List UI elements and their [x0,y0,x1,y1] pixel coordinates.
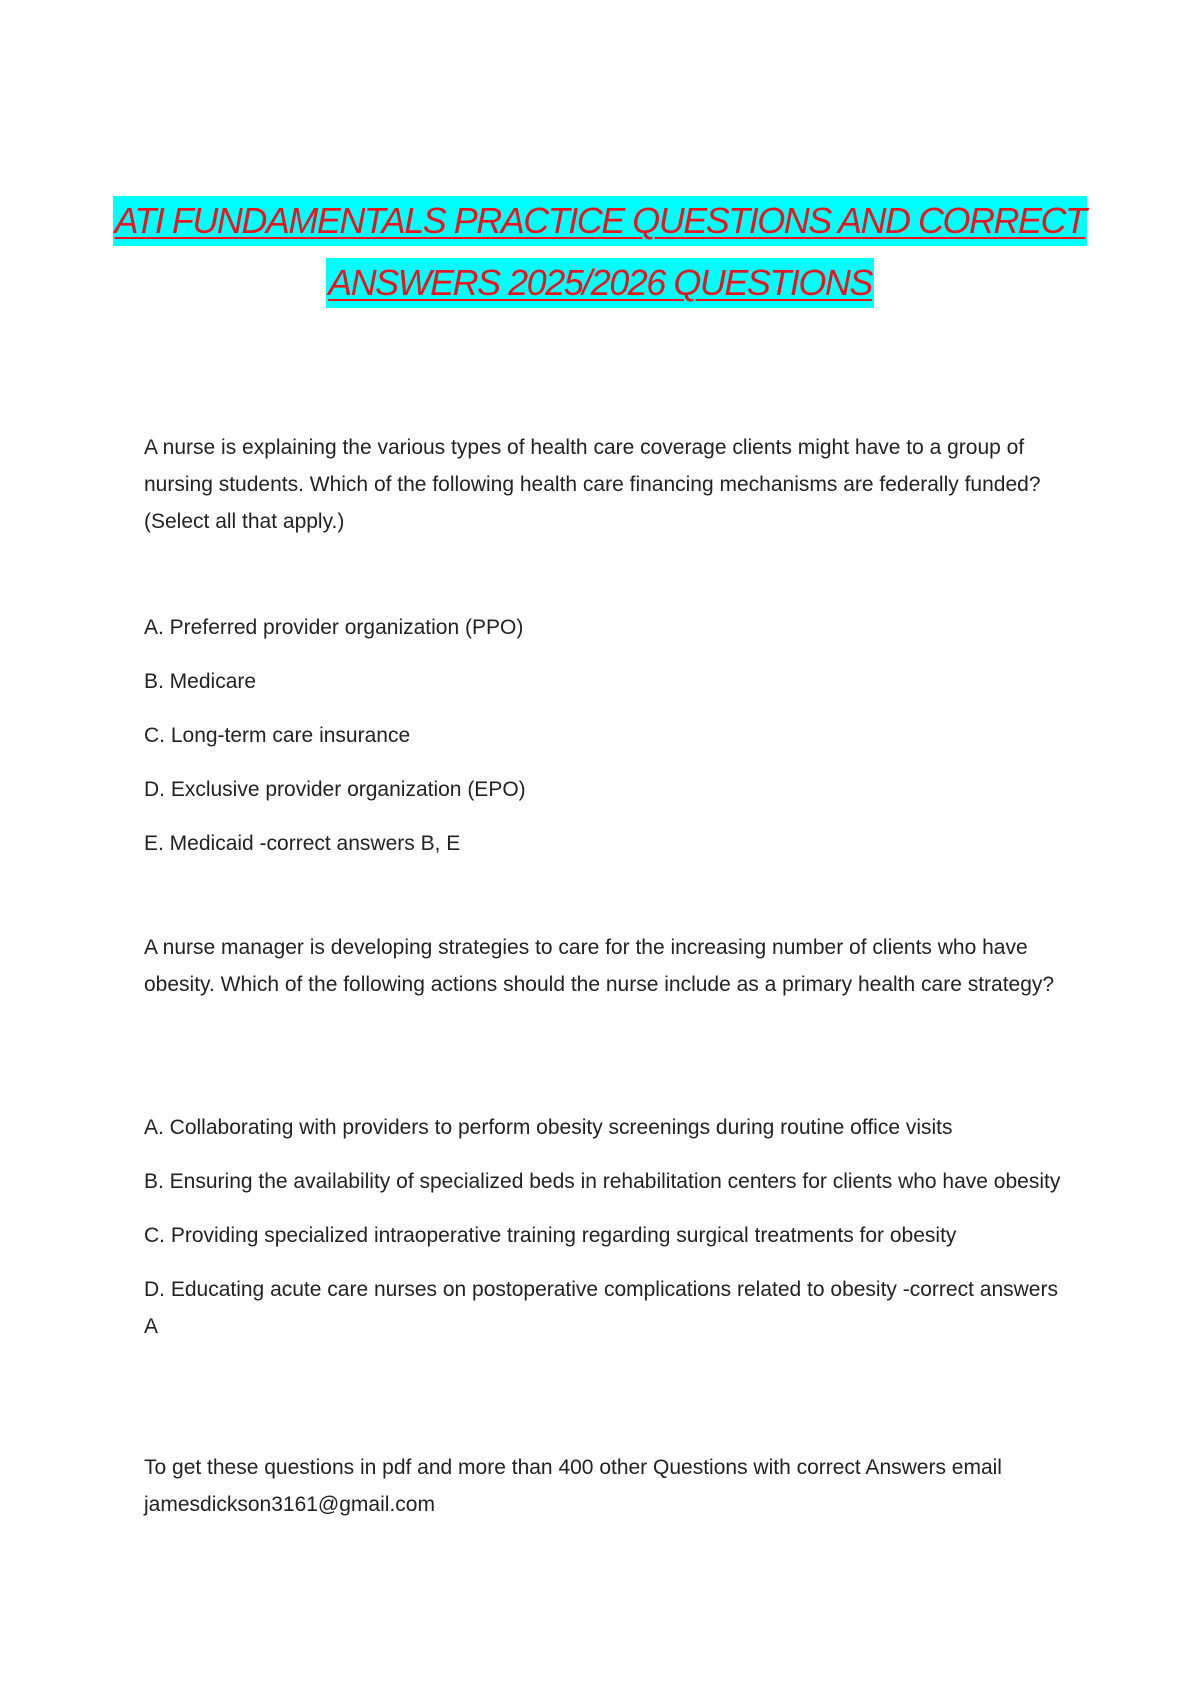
answer-option: B. Ensuring the availability of specialized beds in rehabilitation centers for clients who have obesity [144,1170,1061,1193]
answer-option: C. Providing specialized intraoperative training regarding surgical treatments for obesity [144,1224,957,1247]
question-text: A nurse manager is developing strategies to care for the increasing number of clients who have obesity. Which of the following actions should the nurse include as a primary health care strategy? [144,936,1055,996]
title-line-1: ATI FUNDAMENTALS PRACTICE QUESTIONS AND CORRECT [113,196,1088,246]
question-text: A nurse is explaining the various types of health care coverage clients might have to a group of nursing students. Which of the following health care financing mechanisms are federally funded? (Select all that apply.) [144,436,1041,533]
title-line-2: ANSWERS 2025/2026 QUESTIONS [326,258,874,308]
answer-option: E. Medicaid -correct answers B, E [144,832,461,855]
question-2-options [144,1109,1064,1345]
question-1-options [144,609,1064,862]
footer-text: To get these questions in pdf and more than 400 other Questions with correct Answers email jamesdickson3161@gmail.com [144,1456,1002,1516]
answer-option: A. Collaborating with providers to perform obesity screenings during routine office visits [144,1116,953,1139]
question-1-stem [144,429,1064,540]
answer-option: B. Medicare [144,670,257,693]
answer-option: D. Exclusive provider organization (EPO) [144,778,526,801]
answer-option: D. Educating acute care nurses on postoperative complications related to obesity -correct answers A [144,1278,1058,1338]
answer-option: C. Long-term care insurance [144,724,411,747]
answer-option: A. Preferred provider organization (PPO) [144,616,524,639]
document-title [0,196,1200,320]
question-2-stem [144,929,1064,1003]
footer-note [144,1449,1064,1523]
